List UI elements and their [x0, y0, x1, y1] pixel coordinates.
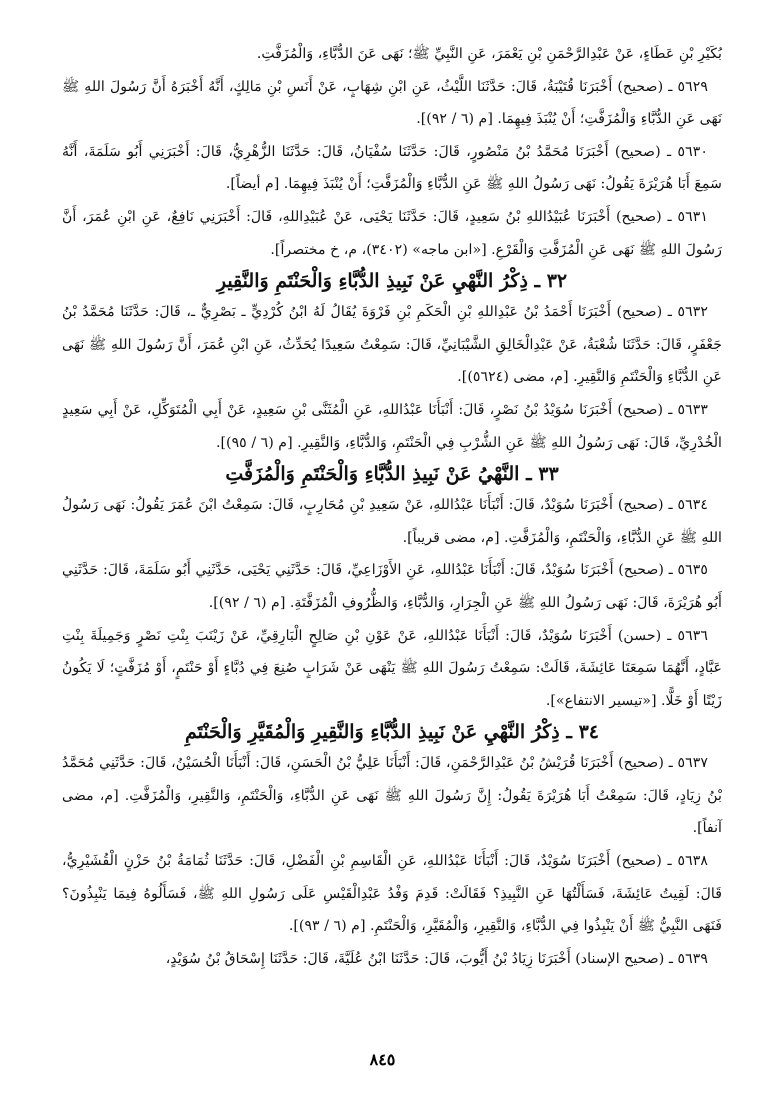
hadith-5634: ٥٦٣٤ ـ (صحيح) أَخْبَرَنَا سُوَيْدٌ، قَالَ: أَنْبَأَنَا عَبْدُاللهِ، عَنْ سَعِيدِ بْنِ مُحَارِبٍ، قَالَ: سَمِعْتُ ابْنَ عُمَرَ يَقُولُ: نَهَى رَسُولُ اللهِ ﷺ عَنِ الدُّبَّاءِ، وَالْحَنْتَمِ، وَالْمُزَفَّتِ. [م، مضى قريباً].	[62, 497, 722, 546]
hadith-5639: ٥٦٣٩ ـ (صحيح الإسناد) أَخْبَرَنَا زِيَادُ بْنُ أَيُّوبَ، قَالَ: حَدَّثَنَا ابْنُ عُلَيَّةَ، قَالَ: حَدَّثَنَا إِسْحَاقُ بْنُ سُوَيْدٍ،	[165, 950, 708, 967]
page-number: ٨٤٥	[369, 1050, 396, 1069]
hadith-5637: ٥٦٣٧ ـ (صحيح) أَخْبَرَنَا قُرَيْشُ بْنُ عَبْدِالرَّحْمَنِ، قَالَ: أَنْبَأَنَا عَلِيُّ بْنُ الْحَسَنِ، قَالَ: أَنْبَأَنَا الْحُسَيْنُ، قَالَ: حَدَّثَنِي مُحَمَّدُ بْنُ زِيَادٍ، قَالَ: سَمِعْتُ أَبَا هُرَيْرَةَ يَقُولُ: إِنَّ رَسُولَ اللهِ ﷺ نَهَى عَنِ الدُّبَّاءِ، وَالْحَنْتَمِ، وَالنَّقِيرِ، وَالْمُزَفَّتِ. [م، مضى آنفاً].	[62, 755, 722, 837]
hadith-5631: ٥٦٣١ ـ (صحيح) أَخْبَرَنَا عُبَيْدُاللهِ بْنُ سَعِيدٍ، قَالَ: حَدَّثَنَا يَحْيَى، عَنْ عُبَيْدِاللهِ، قَالَ: أَخْبَرَنِي نَافِعٌ، عَنِ ابْنِ عُمَرَ، أَنَّ رَسُولَ اللهِ ﷺ نَهَى عَنِ الْمُزَفَّتِ وَالْقَرْعِ. [«ابن ماجه» (٣٤٠٢)، م، خ مختصراً].	[62, 208, 722, 258]
hadith-5633: ٥٦٣٣ ـ (صحيح) أَخْبَرَنَا سُوَيْدُ بْنُ نَصْرٍ، قَالَ: أَنْبَأَنَا عَبْدُاللهِ، عَنِ الْمُثَنَّى بْنِ سَعِيدٍ، عَنْ أَبِي الْمُتَوَكِّلِ، عَنْ أَبِي سَعِيدٍ الْخُدْرِيِّ، قَالَ: نَهَى رَسُولُ اللهِ ﷺ عَنِ الشُّرْبِ فِي الْحَنْتَمِ، وَالدُّبَّاءِ، وَالنَّقِيرِ. [م (٦ / ٩٥)].	[62, 401, 722, 451]
hadith-5638: ٥٦٣٨ ـ (صحيح) أَخْبَرَنَا سُوَيْدٌ، قَالَ: أَنْبَأَنَا عَبْدُاللهِ، عَنِ الْقَاسِمِ بْنِ الْفَضْلِ، قَالَ: حَدَّثَنَا ثُمَامَةُ بْنُ حَزْنٍ الْقُشَيْرِيُّ، قَالَ: لَقِيتُ عَائِشَةَ، فَسَأَلْتُهَا عَنِ النَّبِيذِ؟ فَقَالَتْ: قَدِمَ وَفْدُ عَبْدِالْقَيْسِ عَلَى رَسُولِ اللهِ ﷺ، فَسَأَلُوهُ فِيمَا يَنْبِذُونَ؟ فَنَهَى النَّبِيُّ ﷺ أَنْ يَنْبِذُوا فِي الدُّبَّاءِ، وَالنَّقِيرِ، وَالْمُقَيَّرِ، وَالْحَنْتَمِ. [م (٦ / ٩٣)].	[62, 853, 722, 935]
paragraph-continuation: بُكَيْرِ بْنِ عَطَاءٍ، عَنْ عَبْدِالرَّحْمَنِ بْنِ يَعْمَرَ، عَنِ النَّبِيِّ ﷺ؛ نَهَى عَنَ الدُّبَّاءِ، وَالْمُزَفَّتِ.	[256, 46, 722, 62]
chapter-heading-34: ٣٤ ـ ذِكْرُ النَّهْيِ عَنْ نَبِيذِ الدُّبَّاءِ وَالنَّقِيرِ وَالْمُقَيَّرِ وَالْحَنْتَمِ	[185, 721, 599, 744]
page-body	[62, 38, 722, 1078]
chapter-heading-33: ٣٣ ـ النَّهْيُ عَنْ نَبِيذِ الدُّبَّاءِ وَالْحَنْتَمِ وَالْمُزَفَّتِ	[225, 463, 559, 486]
hadith-5632: ٥٦٣٢ ـ (صحيح) أَخْبَرَنَا أَحْمَدُ بْنُ عَبْدِاللهِ بْنِ الْحَكَمِ بْنِ فَرْوَةَ يُقَالُ لَهُ ابْنُ كُرْدِيٍّ ـ بَصْرِيٌّ ـ، قَالَ: حَدَّثَنَا مُحَمَّدُ بْنُ جَعْفَرٍ، قَالَ: حَدَّثَنَا شُعْبَةُ، عَنْ عَبْدِالْخَالِقِ الشَّيْبَانِيِّ، قَالَ: سَمِعْتُ سَعِيدًا يُحَدِّثُ، عَنِ ابْنِ عُمَرَ، أَنَّ رَسُولَ اللهِ ﷺ نَهَى عَنِ الدُّبَّاءِ وَالْحَنْتَمِ وَالنَّقِيرِ. [م، مضى (٥٦٢٤)].	[62, 304, 722, 386]
hadith-5630: ٥٦٣٠ ـ (صحيح) أَخْبَرَنَا مُحَمَّدُ بْنُ مَنْصُورٍ، قَالَ: حَدَّثَنَا سُفْيَانُ، قَالَ: حَدَّثَنَا الزُّهْرِيُّ، قَالَ: أَخْبَرَنِي أَبُو سَلَمَةَ، أَنَّهُ سَمِعَ أَبَا هُرَيْرَةَ يَقُولُ: نَهَى رَسُولُ اللهِ ﷺ عَنِ الدُّبَّاءِ وَالْمُزَفَّتِ؛ أَنْ يُنْبَذَ فِيهِمَا. [م أيضاً].	[62, 143, 722, 193]
chapter-heading-32: ٣٢ ـ ذِكْرُ النَّهْيِ عَنْ نَبِيذِ الدُّبَّاءِ وَالْحَنْتَمِ وَالنَّقِيرِ	[216, 270, 568, 293]
hadith-5629: ٥٦٢٩ ـ (صحيح) أَخْبَرَنَا قُتَيْبَةُ، قَالَ: حَدَّثَنَا اللَّيْثُ، عَنِ ابْنِ شِهَابٍ، عَنْ أَنَسِ بْنِ مَالِكٍ، أَنَّهُ أَخْبَرَهُ أَنَّ رَسُولَ اللهِ ﷺ نَهَى عَنِ الدُّبَّاءِ وَالْمُزَفَّتِ؛ أَنْ يُنْبَذَ فِيهِمَا. [م (٦ / ٩٢)].	[62, 78, 722, 128]
hadith-5635: ٥٦٣٥ ـ (صحيح) أَخْبَرَنَا سُوَيْدٌ، قَالَ: أَنْبَأَنَا عَبْدُاللهِ، عَنِ الأَوْزَاعِيِّ، قَالَ: حَدَّثَنِي يَحْيَى، حَدَّثَنِي أَبُو سَلَمَةَ، قَالَ: حَدَّثَنِي أَبُو هُرَيْرَةَ، قَالَ: نَهَى رَسُولُ اللهِ ﷺ عَنِ الْجِرَارِ، وَالدُّبَّاءِ، وَالظُّرُوفِ الْمُزَفَّتَةِ. [م (٦ / ٩٢)].	[62, 562, 722, 611]
hadith-5636: ٥٦٣٦ ـ (حسن) أَخْبَرَنَا سُوَيْدٌ، قَالَ: أَنْبَأَنَا عَبْدُاللهِ، عَنْ عَوْنِ بْنِ صَالِحٍ الْبَارِقِيِّ، عَنْ زَيْنَبَ بِنْتِ نَصْرٍ وَجَمِيلَةَ بِنْتِ عَبَّادٍ، أَنَّهُمَا سَمِعَتَا عَائِشَةَ، قَالَتْ: سَمِعْتُ رَسُولَ اللهِ ﷺ يَنْهَى عَنْ شَرَابٍ صُنِعَ فِي دُبَّاءٍ أَوْ حَنْتَمٍ، أَوْ مُزَفَّتٍ؛ لَا يَكُونُ زَيْتًا أَوْ خَلًّا. [«تيسير الانتفاع»].	[62, 627, 722, 709]
